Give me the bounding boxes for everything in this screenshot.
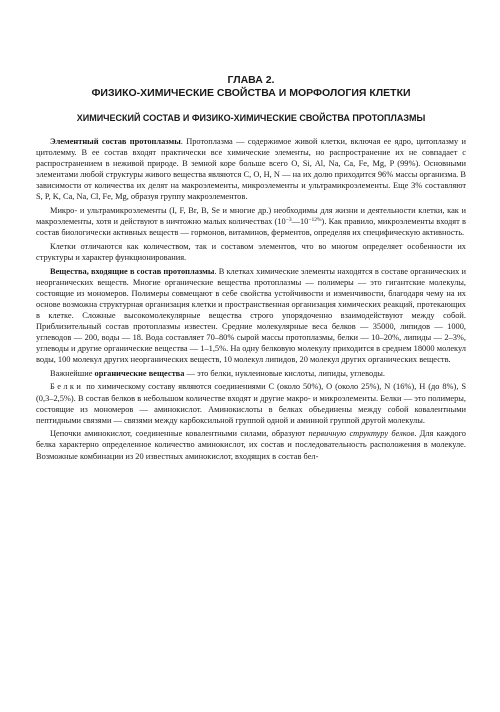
paragraph-text: . Протоплазма — содержимое живой клетки, включая ее ядро, цитоплазму и цитолемму. В ее состав входят практически все химические элементы, но распространение их не совпадает с распространением в неживой природе. В земной коре больше всего O, Si, Al, Na, Ca, Fe, Mg, P (99%). Основными элементами любой структуры живого вещества являются C, O, H, N — на их долю приходится 96% массы организма. В зависимости от количества их делят на макроэлементы, микроэлементы и ультрамикроэлементы. Еще 3% составляют S, P, K, Ca, Na, Cl, Fe, Mg, образуя группу макроэлементов. xyxy=(36,137,466,202)
paragraph-text: . Для каждого белка характерно определенное количество аминокислот, их состав и последовательность расположения в молекуле. Возможные комбинации из 20 известных аминокислот, входящих в состав бел- xyxy=(36,429,466,461)
paragraph-lead: Вещества, входящие в состав протоплазмы xyxy=(50,266,215,276)
bold-term: органические вещества xyxy=(94,368,185,378)
exponent: −3 xyxy=(285,217,292,224)
exponent: −12% xyxy=(308,217,322,224)
chapter-title: ФИЗИКО-ХИМИЧЕСКИЕ СВОЙСТВА И МОРФОЛОГИЯ КЛЕТКИ xyxy=(91,87,411,99)
paragraph-text: по химическому составу являются соединениями C (около 50%), O (около 25%), N (16%), H (до 8%), S (0,3–2,5%). В состав белков в небольшом количестве входят и другие макро- и микроэлементы. Белки — это полимеры, состоящие из мономеров — аминокислот. Аминокислоты в белках объединены между собой ковалентными пептидными связями — связями между карбоксильной группой одной и аминной группой другой молекулы. xyxy=(36,382,466,425)
paragraph-text: — это белки, нуклеиновые кислоты, липиды, углеводы. xyxy=(184,368,385,378)
section-title: ХИМИЧЕСКИЙ СОСТАВ И ФИЗИКО-ХИМИЧЕСКИЕ СВОЙСТВА ПРОТОПЛАЗМЫ xyxy=(76,113,426,123)
paragraph-microelements xyxy=(36,205,466,238)
italic-term: первичную структуру белков xyxy=(308,429,415,439)
chapter-number: ГЛАВА 2. xyxy=(227,74,275,86)
paragraph-lead: Элементный состав протоплазмы xyxy=(50,137,181,146)
paragraph-text: ). Как правило, микроэлементы входят в состав биологически активных веществ — гормонов, витаминов, ферментов, определяя их специфическую активность. xyxy=(36,217,466,238)
paragraph-text: Цепочки аминокислот, соединенные ковалентными силами, образуют xyxy=(50,429,309,439)
paragraph-protoplasm-substances xyxy=(36,266,466,366)
paragraph-text: —10 xyxy=(291,217,309,227)
paragraph-text: . В клетках химические элементы находятся в составе органических и неорганических веществ. Многие органические вещества протоплазмы — полимеры — это гигантские молекулы, состоящие из мономеров. Полимеры совмещают в себе свойства устойчивости и изменчивости, благодаря чему на их основе возможна структурная организация клетки и пространственная организация химических реакций, протекающих в клетке. Сложные высокомолекулярные вещества строго упорядоченно взаимодействуют между собой. Приблизительный состав протоплазмы известен. Средние молекулярные веса белков — 35000, липидов — 1000, углеводов — 200, воды — 18. Вода составляет 70–80% сырой массы протоплазмы, белки — 10–20%, липиды — 2–3%, углеводы и другие органические вещества — 1–1,5%. На одну белковую молекулу приходится в среднем 18000 молекул воды, 100 молекул других неорганических веществ, 10 молекул липидов, 20 молекул других органических веществ. xyxy=(36,266,466,365)
paragraph-proteins xyxy=(36,381,466,425)
paragraph-text: Микро- и ультрамикроэлементы (I, F, Br, B, Se и многие др.) необходимы для жизни и деятельности клетки, как и макроэлементы, хотя и действуют в ничтожно малых количествах (10 xyxy=(36,206,466,227)
paragraph-text: Важнейшие xyxy=(50,368,95,378)
paragraph-cell-differences xyxy=(36,241,466,263)
paragraph-primary-structure xyxy=(36,428,466,461)
paragraph-organic-substances xyxy=(36,368,466,379)
paragraph-text: Клетки отличаются как количеством, так и составом элементов, что во многом определяет особенности их структуры и характер функционирования. xyxy=(36,241,466,262)
paragraph-elemental-composition xyxy=(36,136,466,203)
spaced-term: Белки xyxy=(50,382,84,392)
